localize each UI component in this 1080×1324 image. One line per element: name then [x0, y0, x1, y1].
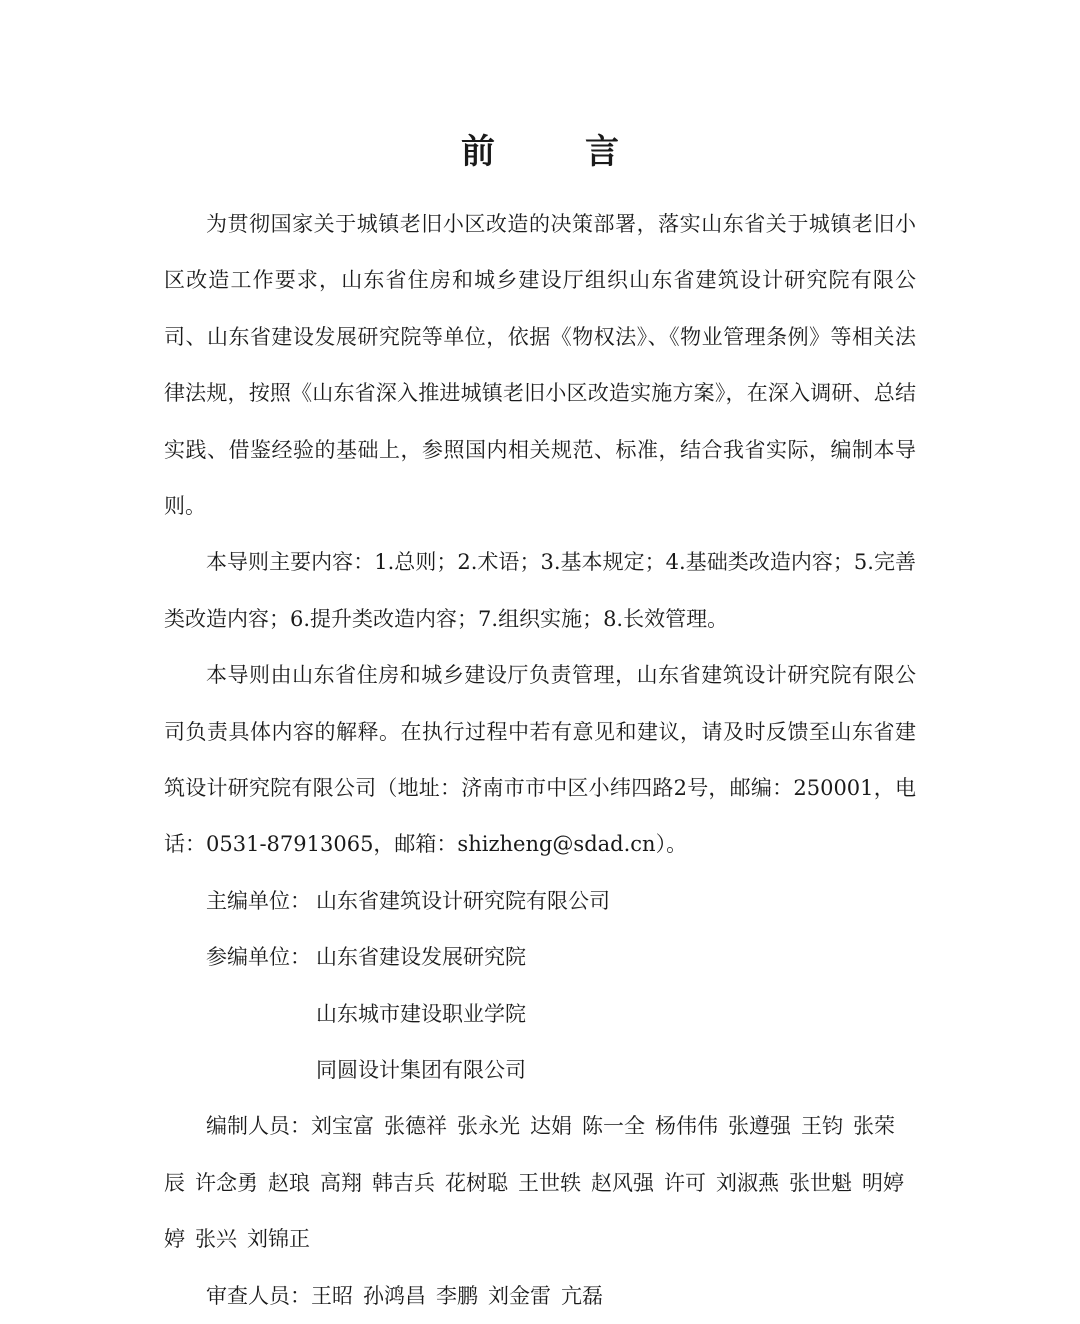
compiler-name: 刘淑燕 [716, 1170, 779, 1195]
compiler-name: 达娟 [530, 1114, 572, 1139]
co-editor-value: 山东城市建设职业学院 [316, 1001, 526, 1026]
compiler-name: 赵风强 [591, 1170, 654, 1195]
co-editor-row [164, 1042, 916, 1098]
chief-editor-label: 主编单位： [206, 888, 311, 913]
compiler-name: 赵琅 [268, 1170, 310, 1195]
compiler-name: 许念勇 [195, 1170, 258, 1195]
compiler-name: 张荣辰 [164, 1114, 895, 1195]
compiler-name: 张永光 [457, 1114, 520, 1139]
compiler-name: 刘锦正 [247, 1227, 310, 1252]
reviewers-list [164, 1268, 916, 1324]
compiler-name: 张兴 [195, 1227, 237, 1252]
co-editor-value: 同圆设计集团有限公司 [316, 1058, 526, 1083]
compiler-name: 许可 [664, 1170, 706, 1195]
compiler-name: 明婷婷 [164, 1170, 904, 1252]
contents-paragraph: 本导则主要内容：1.总则；2.术语；3.基本规定；4.基础类改造内容；5.完善类改造内容；6.提升类改造内容；7.组织实施；8.长效管理。 [164, 550, 916, 631]
management-paragraph: 本导则由山东省住房和城乡建设厅负责管理，山东省建筑设计研究院有限公司负责具体内容的解释。在执行过程中若有意见和建议，请及时反馈至山东省建筑设计研究院有限公司（地址：济南市市中区小纬四路2号，邮编：250001，电话：0531-87913065，邮箱：shizheng@sdad.cn）。 [164, 663, 916, 857]
compiler-name: 陈一全 [582, 1114, 645, 1139]
compilers-label: 编制人员： [206, 1114, 311, 1139]
compiler-name: 高翔 [320, 1170, 362, 1195]
compiler-name: 韩吉兵 [372, 1170, 435, 1195]
compiler-name: 张遵强 [728, 1114, 791, 1139]
compiler-name: 花树聪 [445, 1170, 508, 1195]
co-editor-row [164, 929, 916, 985]
co-editor-label: 参编单位： [206, 945, 311, 970]
page-title: 前 言 [461, 132, 647, 172]
reviewer-name: 李鹏 [436, 1283, 478, 1308]
compiler-name: 王世轶 [518, 1170, 581, 1195]
compiler-name: 刘宝富 [311, 1114, 374, 1139]
chief-editor-value: 山东省建筑设计研究院有限公司 [316, 888, 610, 913]
co-editor-row [164, 986, 916, 1042]
document-body [164, 196, 916, 1324]
compiler-name: 杨伟伟 [655, 1114, 718, 1139]
intro-paragraph: 为贯彻国家关于城镇老旧小区改造的决策部署，落实山东省关于城镇老旧小区改造工作要求，山东省住房和城乡建设厅组织山东省建筑设计研究院有限公司、山东省建设发展研究院等单位，依据《物权法》、《物业管理条例》等相关法律法规，按照《山东省深入推进城镇老旧小区改造实施方案》，在深入调研、总结实践、借鉴经验的基础上，参照国内相关规范、标准，结合我省实际，编制本导则。 [164, 212, 916, 519]
co-editor-value: 山东省建设发展研究院 [316, 945, 526, 970]
compiler-name: 张德祥 [384, 1114, 447, 1139]
reviewer-name: 刘金雷 [488, 1283, 551, 1308]
compilers-list [164, 1098, 916, 1267]
compiler-name: 王钧 [801, 1114, 843, 1139]
reviewer-name: 亢磊 [561, 1283, 603, 1308]
reviewer-name: 孙鸿昌 [363, 1283, 426, 1308]
reviewers-label: 审查人员： [206, 1283, 311, 1308]
compiler-name: 张世魁 [789, 1170, 852, 1195]
reviewer-name: 王昭 [311, 1283, 353, 1308]
chief-editor-row [164, 873, 916, 929]
